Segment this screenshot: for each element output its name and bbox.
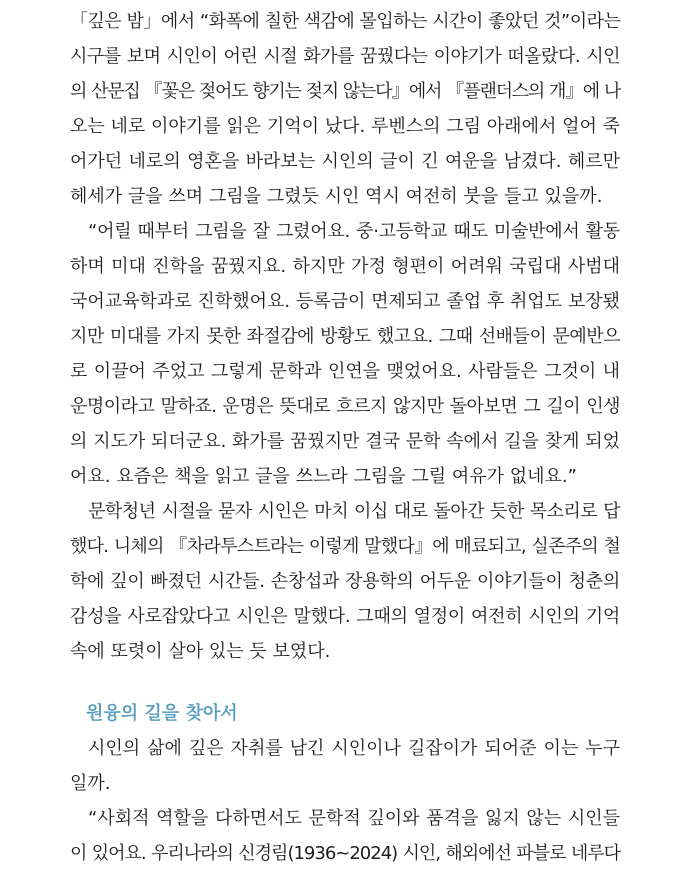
- paragraph-2-line-8: 어요. 요즘은 책을 읽고 글을 쓰느라 그림을 그릴 여유가 없네요.”: [70, 466, 577, 487]
- paragraph-2-line-3: 국어교육학과로 진학했어요. 등록금이 면제되고 졸업 후 취업도 보장됐: [70, 291, 621, 312]
- paragraph-2-line-5: 로 이끌어 주었고 그렇게 문학과 인연을 맺었어요. 사람들은 그것이 내: [70, 361, 620, 382]
- paragraph-2-line-6: 운명이라고 말하죠. 운명은 뜻대로 흐르지 않지만 돌아보면 그 길이 인생: [70, 396, 620, 417]
- paragraph-1-line-6: 헤세가 글을 쓰며 그림을 그렸듯 시인 역시 여전히 붓을 들고 있을까.: [70, 186, 603, 207]
- paragraph-1-line-3: 의 산문집 『꽃은 젖어도 향기는 젖지 않는다』에서 『플랜더스의 개』에 나: [70, 81, 620, 102]
- paragraph-2-line-4: 지만 미대를 가지 못한 좌절감에 방황도 했고요. 그때 선배들이 문예반으: [70, 326, 620, 347]
- paragraph-1-line-4: 오는 네로 이야기를 읽은 기억이 났다. 루벤스의 그림 아래에서 얼어 죽: [70, 116, 620, 137]
- paragraph-4-line-2: 일까.: [70, 773, 111, 794]
- paragraph-3-line-3: 학에 깊이 빠졌던 시간들. 손창섭과 장용학의 어두운 이야기들이 청춘의: [70, 571, 620, 592]
- paragraph-3-line-4: 감성을 사로잡았다고 시인은 말했다. 그때의 열정이 여전히 시인의 기억: [70, 606, 620, 627]
- paragraph-2-line-2: 하며 미대 진학을 꿈꿨지요. 하지만 가정 형편이 어려워 국립대 사범대: [70, 256, 620, 277]
- paragraph-1-line-5: 어가던 네로의 영혼을 바라보는 시인의 글이 긴 여운을 남겼다. 헤르만: [70, 151, 620, 172]
- paragraph-4-line-1: 시인의 삶에 깊은 자취를 남긴 시인이나 길잡이가 되어준 이는 누구: [88, 738, 620, 759]
- section-heading: 원융의 길을 찾아서: [86, 703, 238, 724]
- paragraph-1-line-2: 시구를 보며 시인이 어린 시절 화가를 꿈꿨다는 이야기가 떠올랐다. 시인: [70, 46, 620, 67]
- paragraph-3-line-1: 문학청년 시절을 묻자 시인은 마치 이십 대로 돌아간 듯한 목소리로 답: [88, 501, 620, 522]
- paragraph-2-line-1: “어릴 때부터 그림을 잘 그렸어요. 중·고등학교 때도 미술반에서 활동: [88, 221, 620, 242]
- paragraph-3-line-5: 속에 또렷이 살아 있는 듯 보였다.: [70, 641, 331, 662]
- paragraph-1-line-1: 「깊은 밤」에서 “화폭에 칠한 색감에 몰입하는 시간이 좋았던 것”이라는: [70, 11, 621, 32]
- paragraph-2-line-7: 의 지도가 되더군요. 화가를 꿈꿨지만 결국 문학 속에서 길을 찾게 되었: [70, 431, 620, 452]
- paragraph-5-line-1: “사회적 역할을 다하면서도 문학적 깊이와 품격을 잃지 않는 시인들: [88, 808, 620, 829]
- paragraph-5-line-2: 이 있어요. 우리나라의 신경림(1936~2024) 시인, 해외에선 파블로 네루다: [70, 843, 620, 864]
- paragraph-3-line-2: 했다. 니체의 『차라투스트라는 이렇게 말했다』에 매료되고, 실존주의 철: [70, 536, 620, 557]
